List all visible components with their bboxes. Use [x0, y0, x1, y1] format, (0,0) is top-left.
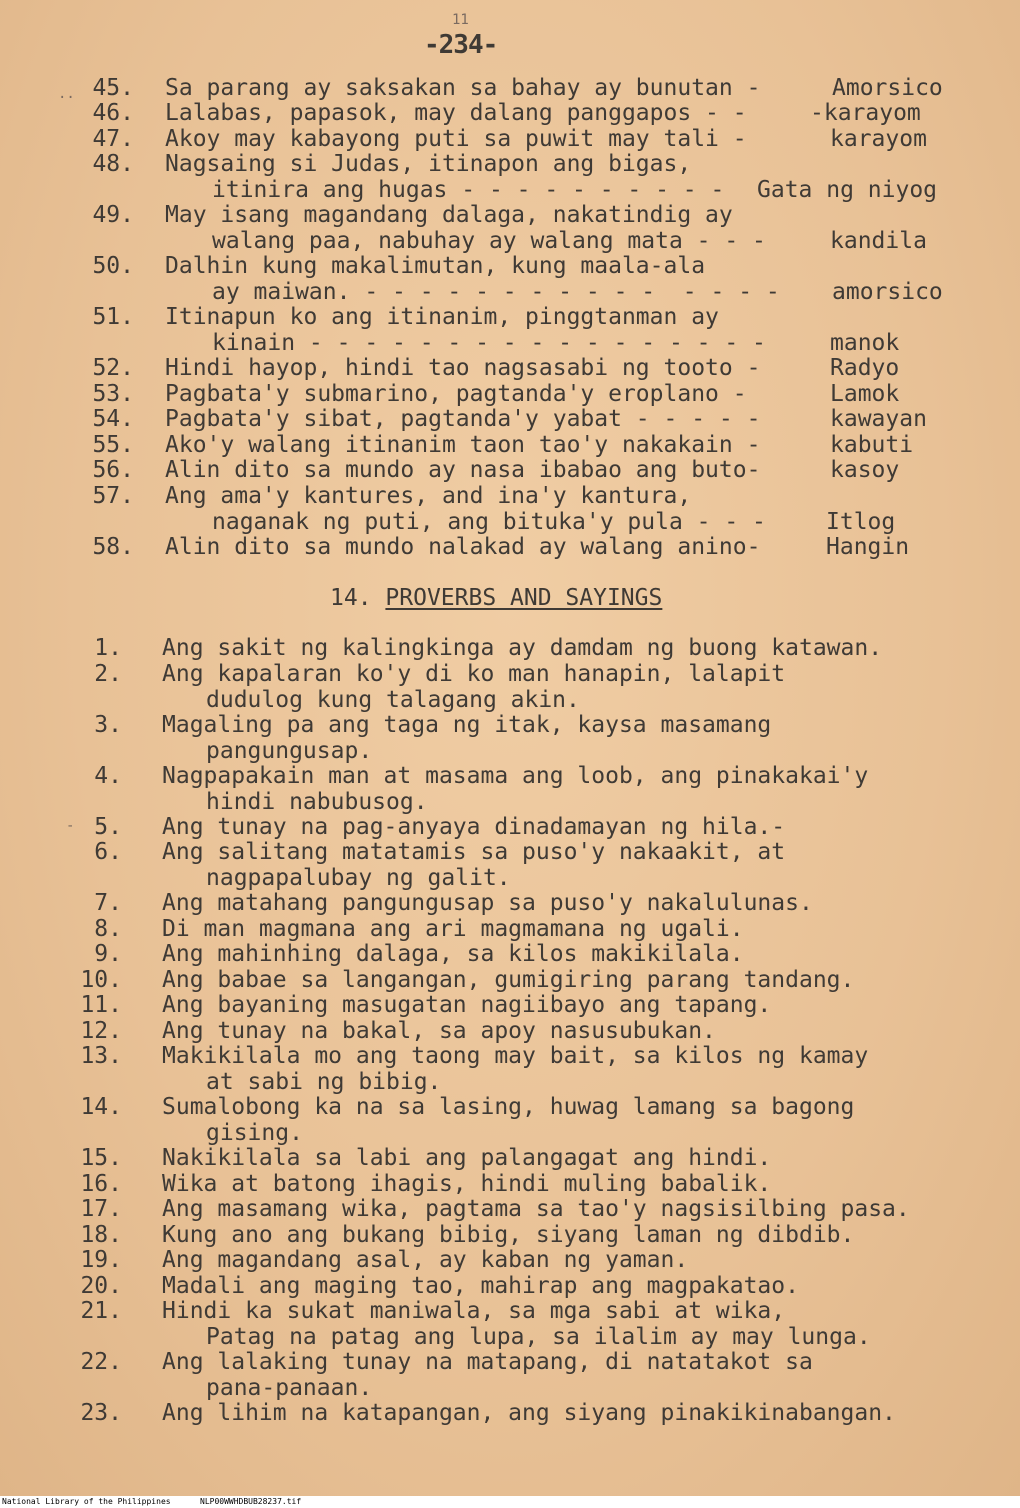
proverb-item — [0, 1196, 1000, 1222]
proverb-number: 22. — [80, 1349, 122, 1375]
riddle-answer: kabuti — [830, 432, 914, 458]
section-heading — [330, 585, 662, 611]
proverb-number: 2. — [94, 661, 122, 687]
riddle-text: Dalhin kung makalimutan, kung maala-ala — [165, 253, 706, 279]
proverb-item — [0, 1247, 1000, 1273]
riddle-text-continued: walang paa, nabuhay ay walang mata - - - — [212, 227, 766, 254]
riddle-item — [0, 75, 1000, 101]
riddle-item — [0, 126, 1000, 152]
proverb-item — [0, 1273, 1000, 1299]
proverb-number: 4. — [94, 763, 122, 789]
proverb-item — [0, 1094, 1000, 1145]
proverb-text: Kung ano ang bukang bibig, siyang laman ng dibdib. — [162, 1222, 855, 1248]
riddle-answer: Amorsico — [832, 75, 943, 101]
proverb-text-continued: nagpapalubay ng galit. — [206, 864, 511, 891]
proverb-number: 14. — [80, 1094, 122, 1120]
riddle-text: Ako'y walang itinanim taon tao'y nakakain - — [165, 432, 761, 458]
proverb-item — [0, 1171, 1000, 1197]
proverb-item — [0, 1400, 1000, 1426]
riddle-text-continued: ay maiwan. - - - - - - - - - - - - - - - — [212, 278, 780, 305]
riddle-answer: Hangin — [826, 534, 910, 560]
riddle-item — [0, 483, 1000, 535]
riddle-text: Pagbata'y sibat, pagtanda'y yabat - - - - - — [165, 406, 761, 432]
riddle-text-continued: naganak ng puti, ang bituka'y pula - - - — [212, 508, 766, 535]
proverb-text-continued: at sabi ng bibig. — [206, 1068, 442, 1095]
proverb-text: Ang salitang matatamis sa puso'y nakaakit, at — [162, 839, 786, 865]
proverb-number: 16. — [80, 1171, 122, 1197]
proverb-text: Ang lalaking tunay na matapang, di natatakot sa — [162, 1349, 813, 1375]
riddle-answer: kandila — [830, 227, 927, 254]
proverb-text-continued: pana-panaan. — [206, 1374, 373, 1401]
proverb-item — [0, 1349, 1000, 1400]
riddle-number: 46. — [92, 100, 134, 126]
proverb-item — [0, 1145, 1000, 1171]
proverb-item — [0, 941, 1000, 967]
riddle-number: 54. — [92, 406, 134, 432]
proverb-number: 11. — [80, 992, 122, 1018]
proverb-item — [0, 890, 1000, 916]
proverb-text-continued: Patag na patag ang lupa, sa ilalim ay may lunga. — [206, 1323, 871, 1350]
proverb-text: Ang mahinhing dalaga, sa kilos makikilala. — [162, 941, 744, 967]
footer-filename: NLP00WWHDBUB28237.tif — [200, 1497, 302, 1506]
proverb-text: Ang magandang asal, ay kaban ng yaman. — [162, 1247, 689, 1273]
proverb-item — [0, 1222, 1000, 1248]
proverb-item — [0, 712, 1000, 763]
proverb-text: Ang babae sa langangan, gumigiring parang tandang. — [162, 967, 855, 993]
riddle-text: Alin dito sa mundo nalakad ay walang anino- — [165, 534, 761, 560]
riddle-item — [0, 406, 1000, 432]
riddle-number: 49. — [92, 202, 134, 228]
riddle-number: 56. — [92, 457, 134, 483]
proverb-number: 23. — [80, 1400, 122, 1426]
riddle-number: 51. — [92, 304, 134, 330]
proverb-item — [0, 661, 1000, 712]
riddle-text: Alin dito sa mundo ay nasa ibabao ang buto- — [165, 457, 761, 483]
proverb-item — [0, 1043, 1000, 1094]
proverb-text-continued: dudulog kung talagang akin. — [206, 686, 580, 713]
proverb-text: Ang masamang wika, pagtama sa tao'y nagsisilbing pasa. — [162, 1196, 910, 1222]
proverb-text: Ang kapalaran ko'y di ko man hanapin, lalapit — [162, 661, 786, 687]
riddle-text-continued: itinira ang hugas - - - - - - - - - - — [212, 176, 725, 203]
scan-footer — [0, 1496, 1020, 1508]
proverb-text: Di man magmana ang ari magmamana ng ugali. — [162, 916, 744, 942]
riddle-item — [0, 100, 1000, 126]
section-number: 14. — [330, 585, 372, 611]
proverb-number: 20. — [80, 1273, 122, 1299]
riddle-number: 45. — [92, 75, 134, 101]
proverb-text: Sumalobong ka na sa lasing, huwag lamang sa bagong — [162, 1094, 855, 1120]
riddle-item — [0, 202, 1000, 254]
riddle-answer: Lamok — [830, 381, 900, 407]
riddle-number: 47. — [92, 126, 134, 152]
proverb-number: 6. — [94, 839, 122, 865]
proverb-item — [0, 916, 1000, 942]
riddle-number: 50. — [92, 253, 134, 279]
proverb-number: 19. — [80, 1247, 122, 1273]
proverb-item — [0, 967, 1000, 993]
proverb-item — [0, 814, 1000, 840]
footer-source: National Library of the Philippines — [2, 1497, 171, 1506]
proverb-number: 15. — [80, 1145, 122, 1171]
proverb-text: Hindi ka sukat maniwala, sa mga sabi at wika, — [162, 1298, 786, 1324]
riddle-number: 58. — [92, 534, 134, 560]
riddle-item — [0, 151, 1000, 203]
old-page-number: 11 — [452, 12, 469, 28]
riddle-text: Sa parang ay saksakan sa bahay ay bunutan - — [165, 75, 761, 101]
proverb-number: 18. — [80, 1222, 122, 1248]
proverb-text-continued: hindi nabubusog. — [206, 788, 428, 815]
riddle-number: 48. — [92, 151, 134, 177]
proverb-text: Ang lihim na katapangan, ang siyang pinakikinabangan. — [162, 1400, 896, 1426]
proverb-text: Madali ang maging tao, mahirap ang magpakatao. — [162, 1273, 799, 1299]
riddle-item — [0, 534, 1000, 560]
proverb-text: Ang tunay na bakal, sa apoy nasusubukan. — [162, 1018, 716, 1044]
proverb-number: 1. — [94, 635, 122, 661]
riddle-answer: karayom — [830, 126, 927, 152]
riddle-text: Itinapun ko ang itinanim, pinggtanman ay — [165, 304, 719, 330]
proverb-item — [0, 839, 1000, 890]
proverb-text-continued: pangungusap. — [206, 737, 373, 764]
proverb-number: 21. — [80, 1298, 122, 1324]
riddle-number: 53. — [92, 381, 134, 407]
proverb-text: Ang matahang pangungusap sa puso'y nakalulunas. — [162, 890, 813, 916]
section-title: PROVERBS AND SAYINGS — [385, 585, 663, 611]
riddle-item — [0, 381, 1000, 407]
proverb-number: 17. — [80, 1196, 122, 1222]
proverb-number: 7. — [94, 890, 122, 916]
proverb-item — [0, 763, 1000, 814]
page-number: -234- — [424, 30, 498, 60]
proverb-item — [0, 1018, 1000, 1044]
riddle-item — [0, 457, 1000, 483]
proverb-item — [0, 1298, 1000, 1349]
riddle-answer: manok — [830, 329, 900, 356]
proverb-number: 10. — [80, 967, 122, 993]
riddle-answer: Gata ng niyog — [757, 176, 938, 203]
proverb-text: Nakikilala sa labi ang palangagat ang hindi. — [162, 1145, 772, 1171]
proverb-number: 13. — [80, 1043, 122, 1069]
proverb-text: Ang tunay na pag-anyaya dinadamayan ng hila.- — [162, 814, 786, 840]
riddle-number: 52. — [92, 355, 134, 381]
proverb-text: Nagpapakain man at masama ang loob, ang pinakakai'y — [162, 763, 869, 789]
riddle-item — [0, 253, 1000, 305]
proverb-item — [0, 635, 1000, 661]
riddle-item — [0, 432, 1000, 458]
proverb-item — [0, 992, 1000, 1018]
riddle-answer: Radyo — [830, 355, 900, 381]
riddle-number: 57. — [92, 483, 134, 509]
riddle-number: 55. — [92, 432, 134, 458]
riddle-answer: Itlog — [826, 508, 896, 535]
proverb-text-continued: gising. — [206, 1119, 303, 1146]
riddle-answer: kasoy — [830, 457, 900, 483]
proverb-text: Ang bayaning masugatan nagiibayo ang tapang. — [162, 992, 772, 1018]
margin-dash-icon: - — [66, 818, 75, 834]
riddle-answer: -karayom — [810, 100, 921, 126]
proverb-number: 12. — [80, 1018, 122, 1044]
riddle-text: Lalabas, papasok, may dalang panggapos - - — [165, 100, 747, 126]
riddle-text: Ang ama'y kantures, and ina'y kantura, — [165, 483, 692, 509]
riddle-text: Nagsaing si Judas, itinapon ang bigas, — [165, 151, 692, 177]
riddle-item — [0, 355, 1000, 381]
riddle-text: Hindi hayop, hindi tao nagsasabi ng tooto - — [165, 355, 761, 381]
proverb-number: 3. — [94, 712, 122, 738]
riddle-item — [0, 304, 1000, 356]
riddle-text-continued: kinain - - - - - - - - - - - - - - - - - — [212, 329, 766, 356]
riddle-text: May isang magandang dalaga, nakatindig ay — [165, 202, 733, 228]
proverb-number: 8. — [94, 916, 122, 942]
proverb-text: Makikilala mo ang taong may bait, sa kilos ng kamay — [162, 1043, 869, 1069]
riddle-answer: kawayan — [830, 406, 927, 432]
proverb-number: 5. — [94, 814, 122, 840]
riddle-text: Akoy may kabayong puti sa puwit may tali - — [165, 126, 747, 152]
riddle-answer: amorsico — [832, 278, 943, 305]
proverb-text: Wika at batong ihagis, hindi muling babalik. — [162, 1171, 772, 1197]
proverb-text: Ang sakit ng kalingkinga ay damdam ng buong katawan. — [162, 635, 883, 661]
riddle-text: Pagbata'y submarino, pagtanda'y eroplano - — [165, 381, 747, 407]
proverb-number: 9. — [94, 941, 122, 967]
proverb-text: Magaling pa ang taga ng itak, kaysa masamang — [162, 712, 772, 738]
margin-dots-icon: ·· — [58, 90, 75, 106]
